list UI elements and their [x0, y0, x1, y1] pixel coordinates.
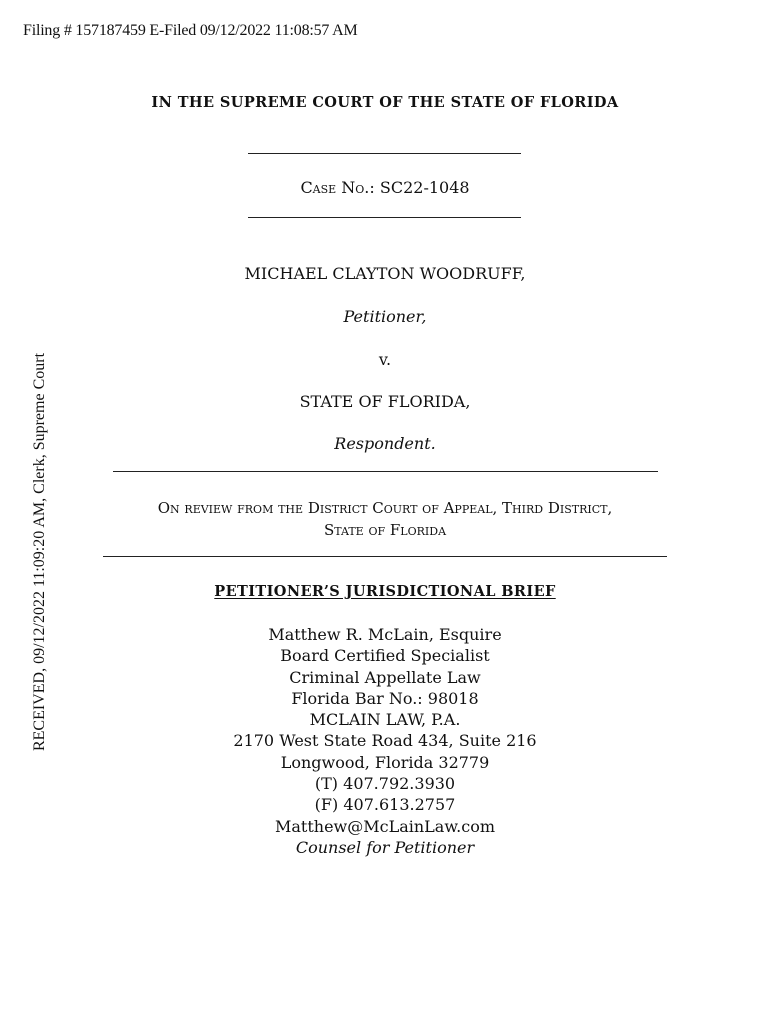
case-number-line: [0, 178, 770, 197]
filing-stamp: Filing # 157187459 E-Filed 09/12/2022 11:08:57 AM: [23, 22, 358, 39]
review-line-1: On review from the District Court of Appeal, Third District,: [157, 499, 613, 517]
respondent-name: STATE OF FLORIDA,: [299, 392, 471, 411]
counsel-name: Matthew R. McLain, Esquire: [268, 625, 502, 644]
counsel-firm: MCLAIN LAW, P.A.: [309, 710, 461, 730]
case-rule-bottom: [248, 217, 521, 218]
received-stamp: RECEIVED, 09/12/2022 11:09:20 AM, Clerk, Supreme Court: [31, 352, 48, 752]
parties-rule: [113, 471, 658, 472]
case-number-label: Case No.:: [300, 178, 375, 197]
case-rule-top: [248, 153, 521, 154]
review-line-2: State of Florida: [323, 521, 447, 539]
case-number: SC22-1048: [379, 178, 470, 197]
counsel-certification: Board Certified Specialist: [280, 646, 490, 666]
counsel-specialty: Criminal Appellate Law: [289, 667, 481, 687]
respondent-role: Respondent.: [334, 434, 436, 453]
brief-title: PETITIONER’S JURISDICTIONAL BRIEF: [214, 583, 556, 600]
counsel-phone: (T) 407.792.3930: [314, 774, 456, 794]
court-heading: IN THE SUPREME COURT OF THE STATE OF FLORIDA: [151, 94, 619, 111]
counsel-bar-number: Florida Bar No.: 98018: [291, 688, 479, 708]
review-rule: [103, 556, 667, 557]
petitioner-role: Petitioner,: [343, 307, 427, 326]
counsel-address-line-1: 2170 West State Road 434, Suite 216: [233, 731, 537, 751]
counsel-email: Matthew@McLainLaw.com: [275, 816, 495, 836]
petitioner-name: MICHAEL CLAYTON WOODRUFF,: [244, 264, 526, 283]
counsel-address-line-2: Longwood, Florida 32779: [280, 752, 490, 772]
counsel-role: Counsel for Petitioner: [295, 837, 475, 857]
versus: v.: [378, 350, 392, 369]
counsel-block: [0, 624, 770, 858]
counsel-fax: (F) 407.613.2757: [314, 795, 456, 815]
